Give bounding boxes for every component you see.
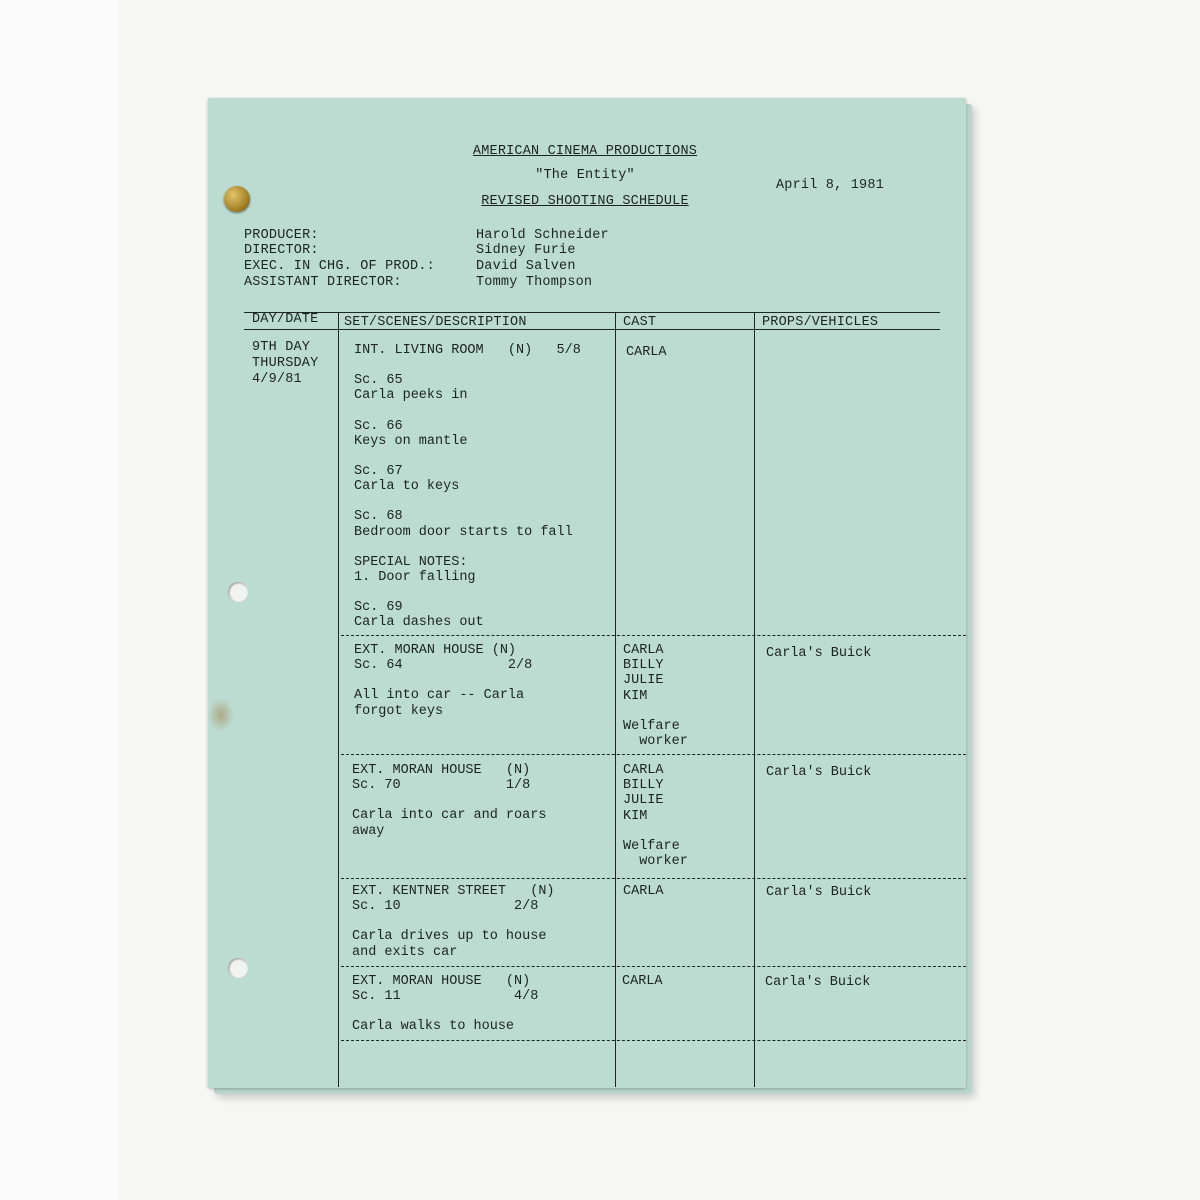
scene-line [354, 358, 581, 373]
cast-list [626, 345, 667, 360]
credit-role: DIRECTOR: [244, 243, 319, 258]
cast-member: worker [623, 734, 688, 750]
shooting-weekday: THURSDAY [252, 356, 319, 371]
row-separator [341, 878, 966, 879]
scene-line: Carla drives up to house [352, 929, 547, 945]
scene-line [352, 1004, 538, 1019]
photo-backdrop [0, 0, 118, 1200]
scene-description [352, 763, 546, 839]
prop-item: Carla's Buick [766, 765, 872, 780]
scene-line: Sc. 69 [354, 600, 403, 616]
credit-name: Sidney Furie [476, 243, 576, 258]
props-list [766, 646, 871, 661]
cast-member: JULIE [623, 793, 664, 809]
credit-role: ASSISTANT DIRECTOR: [244, 275, 402, 290]
column-divider [338, 312, 339, 1087]
cast-member: Welfare [623, 838, 680, 854]
scene-line: and exits car [352, 944, 458, 960]
scene-line: EXT. KENTNER STREET (N) [352, 884, 555, 899]
scene-line: Sc. 11 4/8 [352, 989, 539, 1005]
scene-line: EXT. MORAN HOUSE (N) [352, 763, 531, 778]
brass-fastener [224, 186, 250, 212]
scene-line: SPECIAL NOTES: [354, 554, 468, 570]
punch-hole [228, 958, 248, 978]
scene-line: Carla to keys [354, 479, 460, 495]
column-divider [615, 312, 616, 1087]
column-header-day: DAY/DATE [252, 312, 319, 327]
scene-line: Carla dashes out [354, 615, 484, 631]
company-name: AMERICAN CINEMA PRODUCTIONS [472, 144, 698, 159]
paper-stain [208, 698, 234, 732]
shooting-day: 9TH DAY [252, 340, 311, 355]
cast-member: CARLA [622, 974, 663, 989]
scene-line: Sc. 64 2/8 [354, 658, 533, 674]
scene-description [352, 974, 538, 1035]
scene-line: Carla peeks in [354, 388, 468, 404]
cast-member: worker [623, 854, 688, 870]
cast-list [622, 974, 663, 989]
scene-line [354, 673, 532, 688]
scene-line: All into car -- Carla [354, 688, 525, 704]
scene-line: Keys on mantle [354, 433, 468, 449]
scene-line: EXT. MORAN HOUSE (N) [352, 974, 531, 989]
props-list [765, 975, 870, 990]
cast-member: CARLA [623, 884, 664, 899]
prop-item: Carla's Buick [766, 885, 872, 900]
cast-member: CARLA [623, 643, 664, 658]
column-header-cast: CAST [623, 315, 657, 330]
scene-line: Sc. 67 [354, 464, 403, 480]
scene-line: Sc. 65 [354, 373, 403, 389]
schedule-page [208, 98, 966, 1088]
punch-hole [228, 582, 248, 602]
document-date: April 8, 1981 [776, 178, 884, 193]
scene-line: Bedroom door starts to fall [354, 524, 573, 540]
column-header-set: SET/SCENES/DESCRIPTION [344, 315, 527, 330]
credit-role: EXEC. IN CHG. OF PROD.: [244, 259, 435, 274]
scene-line: Carla into car and roars [352, 808, 547, 824]
credit-role: PRODUCER: [244, 228, 319, 243]
scene-line: INT. LIVING ROOM (N) 5/8 [354, 343, 581, 358]
scene-line: forgot keys [354, 703, 444, 719]
cast-member: Welfare [623, 718, 680, 734]
row-separator [341, 966, 966, 967]
scene-line: Sc. 68 [354, 509, 403, 525]
cast-member: CARLA [626, 345, 667, 360]
scene-line: 1. Door falling [354, 570, 476, 586]
props-list [766, 885, 871, 900]
scene-line: EXT. MORAN HOUSE (N) [354, 643, 517, 658]
cast-member: CARLA [623, 763, 664, 778]
scene-line: Sc. 70 1/8 [352, 778, 531, 794]
prop-item: Carla's Buick [765, 975, 871, 990]
scene-line [354, 494, 581, 509]
scene-description [354, 643, 532, 719]
cast-list [623, 643, 688, 749]
scene-line [352, 793, 546, 808]
cast-list [623, 884, 664, 899]
scene-line [352, 914, 555, 929]
scene-line [354, 540, 581, 555]
document-subtitle: REVISED SHOOTING SCHEDULE [481, 194, 689, 209]
scene-line [354, 404, 581, 419]
row-separator [341, 754, 966, 755]
scene-line: Carla walks to house [352, 1019, 515, 1035]
credit-name: David Salven [476, 259, 576, 274]
cast-member: JULIE [623, 673, 664, 689]
row-separator [341, 635, 966, 636]
table-top-rule [244, 312, 940, 313]
cast-member: KIM [623, 688, 648, 704]
props-list [766, 765, 871, 780]
scene-description [354, 343, 581, 631]
credit-name: Tommy Thompson [476, 275, 593, 290]
row-separator [341, 1040, 966, 1041]
cast-member: KIM [623, 808, 648, 824]
cast-member [623, 704, 688, 719]
credit-name: Harold Schneider [476, 228, 609, 243]
column-header-props: PROPS/VEHICLES [762, 315, 879, 330]
prop-item: Carla's Buick [766, 646, 872, 661]
cast-list [623, 763, 688, 869]
scene-line: Sc. 10 2/8 [352, 899, 539, 915]
cast-member: BILLY [623, 778, 664, 794]
scene-line [354, 449, 581, 464]
scene-line: away [352, 823, 385, 839]
scene-description [352, 884, 555, 960]
cast-member [623, 824, 688, 839]
shooting-date: 4/9/81 [252, 372, 302, 387]
scene-line: Sc. 66 [354, 418, 403, 434]
production-title: "The Entity" [535, 168, 635, 183]
scene-line [354, 585, 581, 600]
column-divider [754, 312, 755, 1087]
cast-member: BILLY [623, 658, 664, 674]
